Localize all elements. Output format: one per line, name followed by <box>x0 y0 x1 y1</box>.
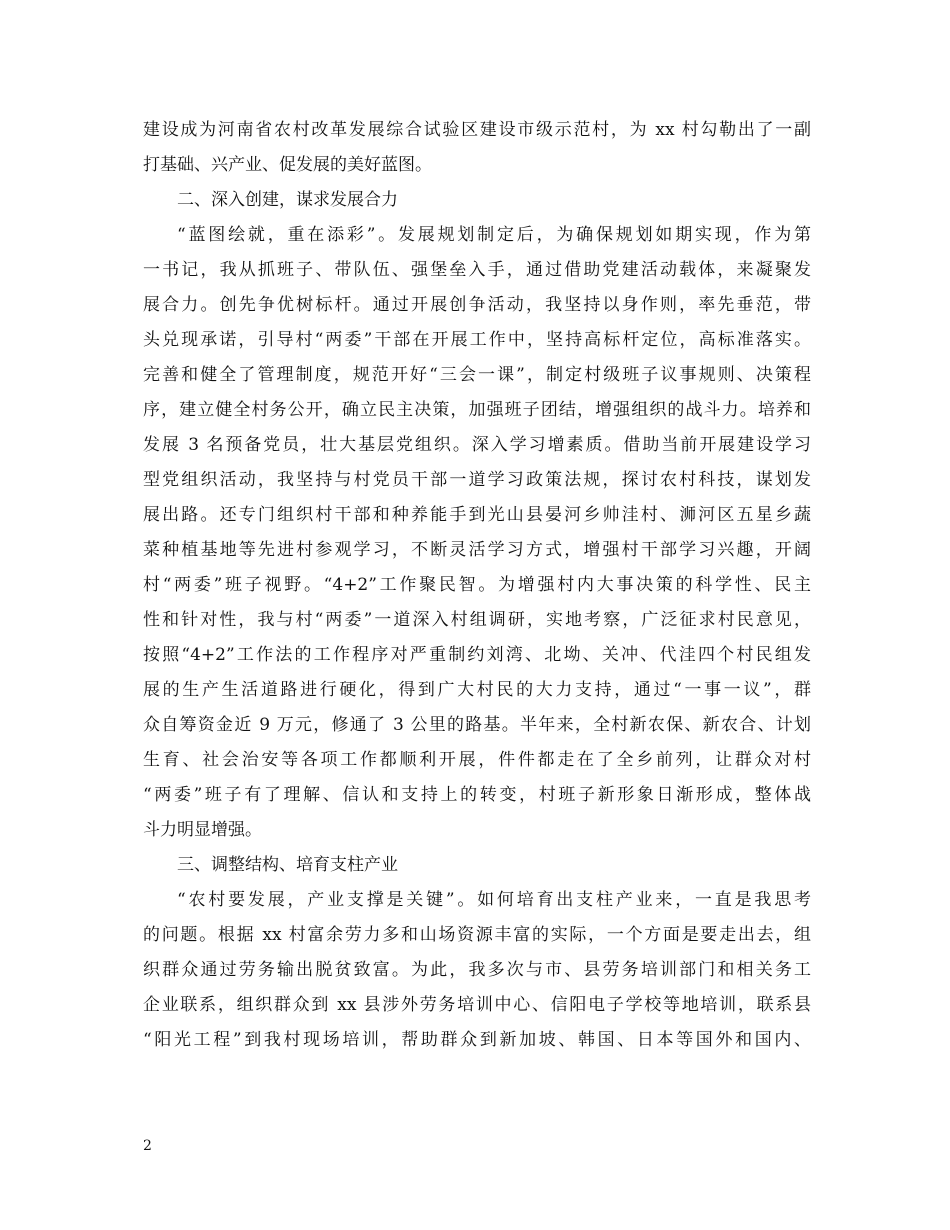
text-line: 生育、社会治安等各项工作都顺利开展，件件都走在了全乡前列，让群众对村 <box>143 750 811 770</box>
text-line: “农村要发展，产业支撑是关键”。如何培育出支柱产业来，一直是我思考 <box>177 890 811 910</box>
text-line: 菜种植基地等先进村参观学习，不断灵活学习方式，增强村干部学习兴趣，开阔 <box>143 540 811 560</box>
text-line: 众自筹资金近 9 万元，修通了 3 公里的路基。半年来，全村新农保、新农合、计划 <box>143 715 811 735</box>
text-line: 展合力。创先争优树标杆。通过开展创争活动，我坚持以身作则，率先垂范，带 <box>143 295 811 315</box>
text-line: 发展 3 名预备党员，壮大基层党组织。深入学习增素质。借助当前开展建设学习 <box>143 435 811 455</box>
text-line: “蓝图绘就，重在添彩”。发展规划制定后，为确保规划如期实现，作为第 <box>177 225 811 245</box>
text-line: 展的生产生活道路进行硬化，得到广大村民的大力支持，通过“一事一议”，群 <box>143 680 811 700</box>
text-line: 按照“4+2”工作法的工作程序对严重制约刘湾、北坳、关冲、代洼四个村民组发 <box>143 645 811 665</box>
text-line: 二、深入创建，谋求发展合力 <box>177 190 398 210</box>
text-line: 型党组织活动，我坚持与村党员干部一道学习政策法规，探讨农村科技，谋划发 <box>143 470 811 490</box>
text-line: 斗力明显增强。 <box>143 820 262 840</box>
text-line: 性和针对性，我与村“两委”一道深入村组调研，实地考察，广泛征求村民意见， <box>143 610 811 630</box>
body-text <box>143 113 811 1058</box>
text-line: 头兑现承诺，引导村“两委”干部在开展工作中，坚持高标杆定位，高标准落实。 <box>143 330 811 350</box>
text-line: 展出路。还专门组织村干部和种养能手到光山县晏河乡帅洼村、浉河区五星乡蔬 <box>143 505 811 525</box>
text-line: 的问题。根据 xx 村富余劳力多和山场资源丰富的实际，一个方面是要走出去，组 <box>143 925 811 945</box>
text-line: 织群众通过劳务输出脱贫致富。为此，我多次与市、县劳务培训部门和相关务工 <box>143 960 811 980</box>
text-line: “两委”班子有了理解、信认和支持上的转变，村班子新形象日渐形成，整体战 <box>143 785 811 805</box>
text-line: 企业联系，组织群众到 xx 县涉外劳务培训中心、信阳电子学校等地培训，联系县 <box>143 995 811 1015</box>
text-line: “阳光工程”到我村现场培训，帮助群众到新加坡、韩国、日本等国外和国内、 <box>143 1030 811 1050</box>
text-line: 序，建立健全村务公开，确立民主决策，加强班子团结，增强组织的战斗力。培养和 <box>143 400 811 420</box>
text-line: 村“两委”班子视野。“4+2”工作聚民智。为增强村内大事决策的科学性、民主 <box>143 575 811 595</box>
text-line: 一书记，我从抓班子、带队伍、强堡垒入手，通过借助党建活动载体，来凝聚发 <box>143 260 811 280</box>
page-number: 2 <box>143 1138 152 1154</box>
text-line: 三、调整结构、培育支柱产业 <box>177 855 398 875</box>
text-line: 完善和健全了管理制度，规范开好“三会一课”，制定村级班子议事规则、决策程 <box>143 365 811 385</box>
text-line: 打基础、兴产业、促发展的美好蓝图。 <box>143 155 432 175</box>
text-line: 建设成为河南省农村改革发展综合试验区建设市级示范村，为 xx 村勾勒出了一副 <box>143 120 811 140</box>
